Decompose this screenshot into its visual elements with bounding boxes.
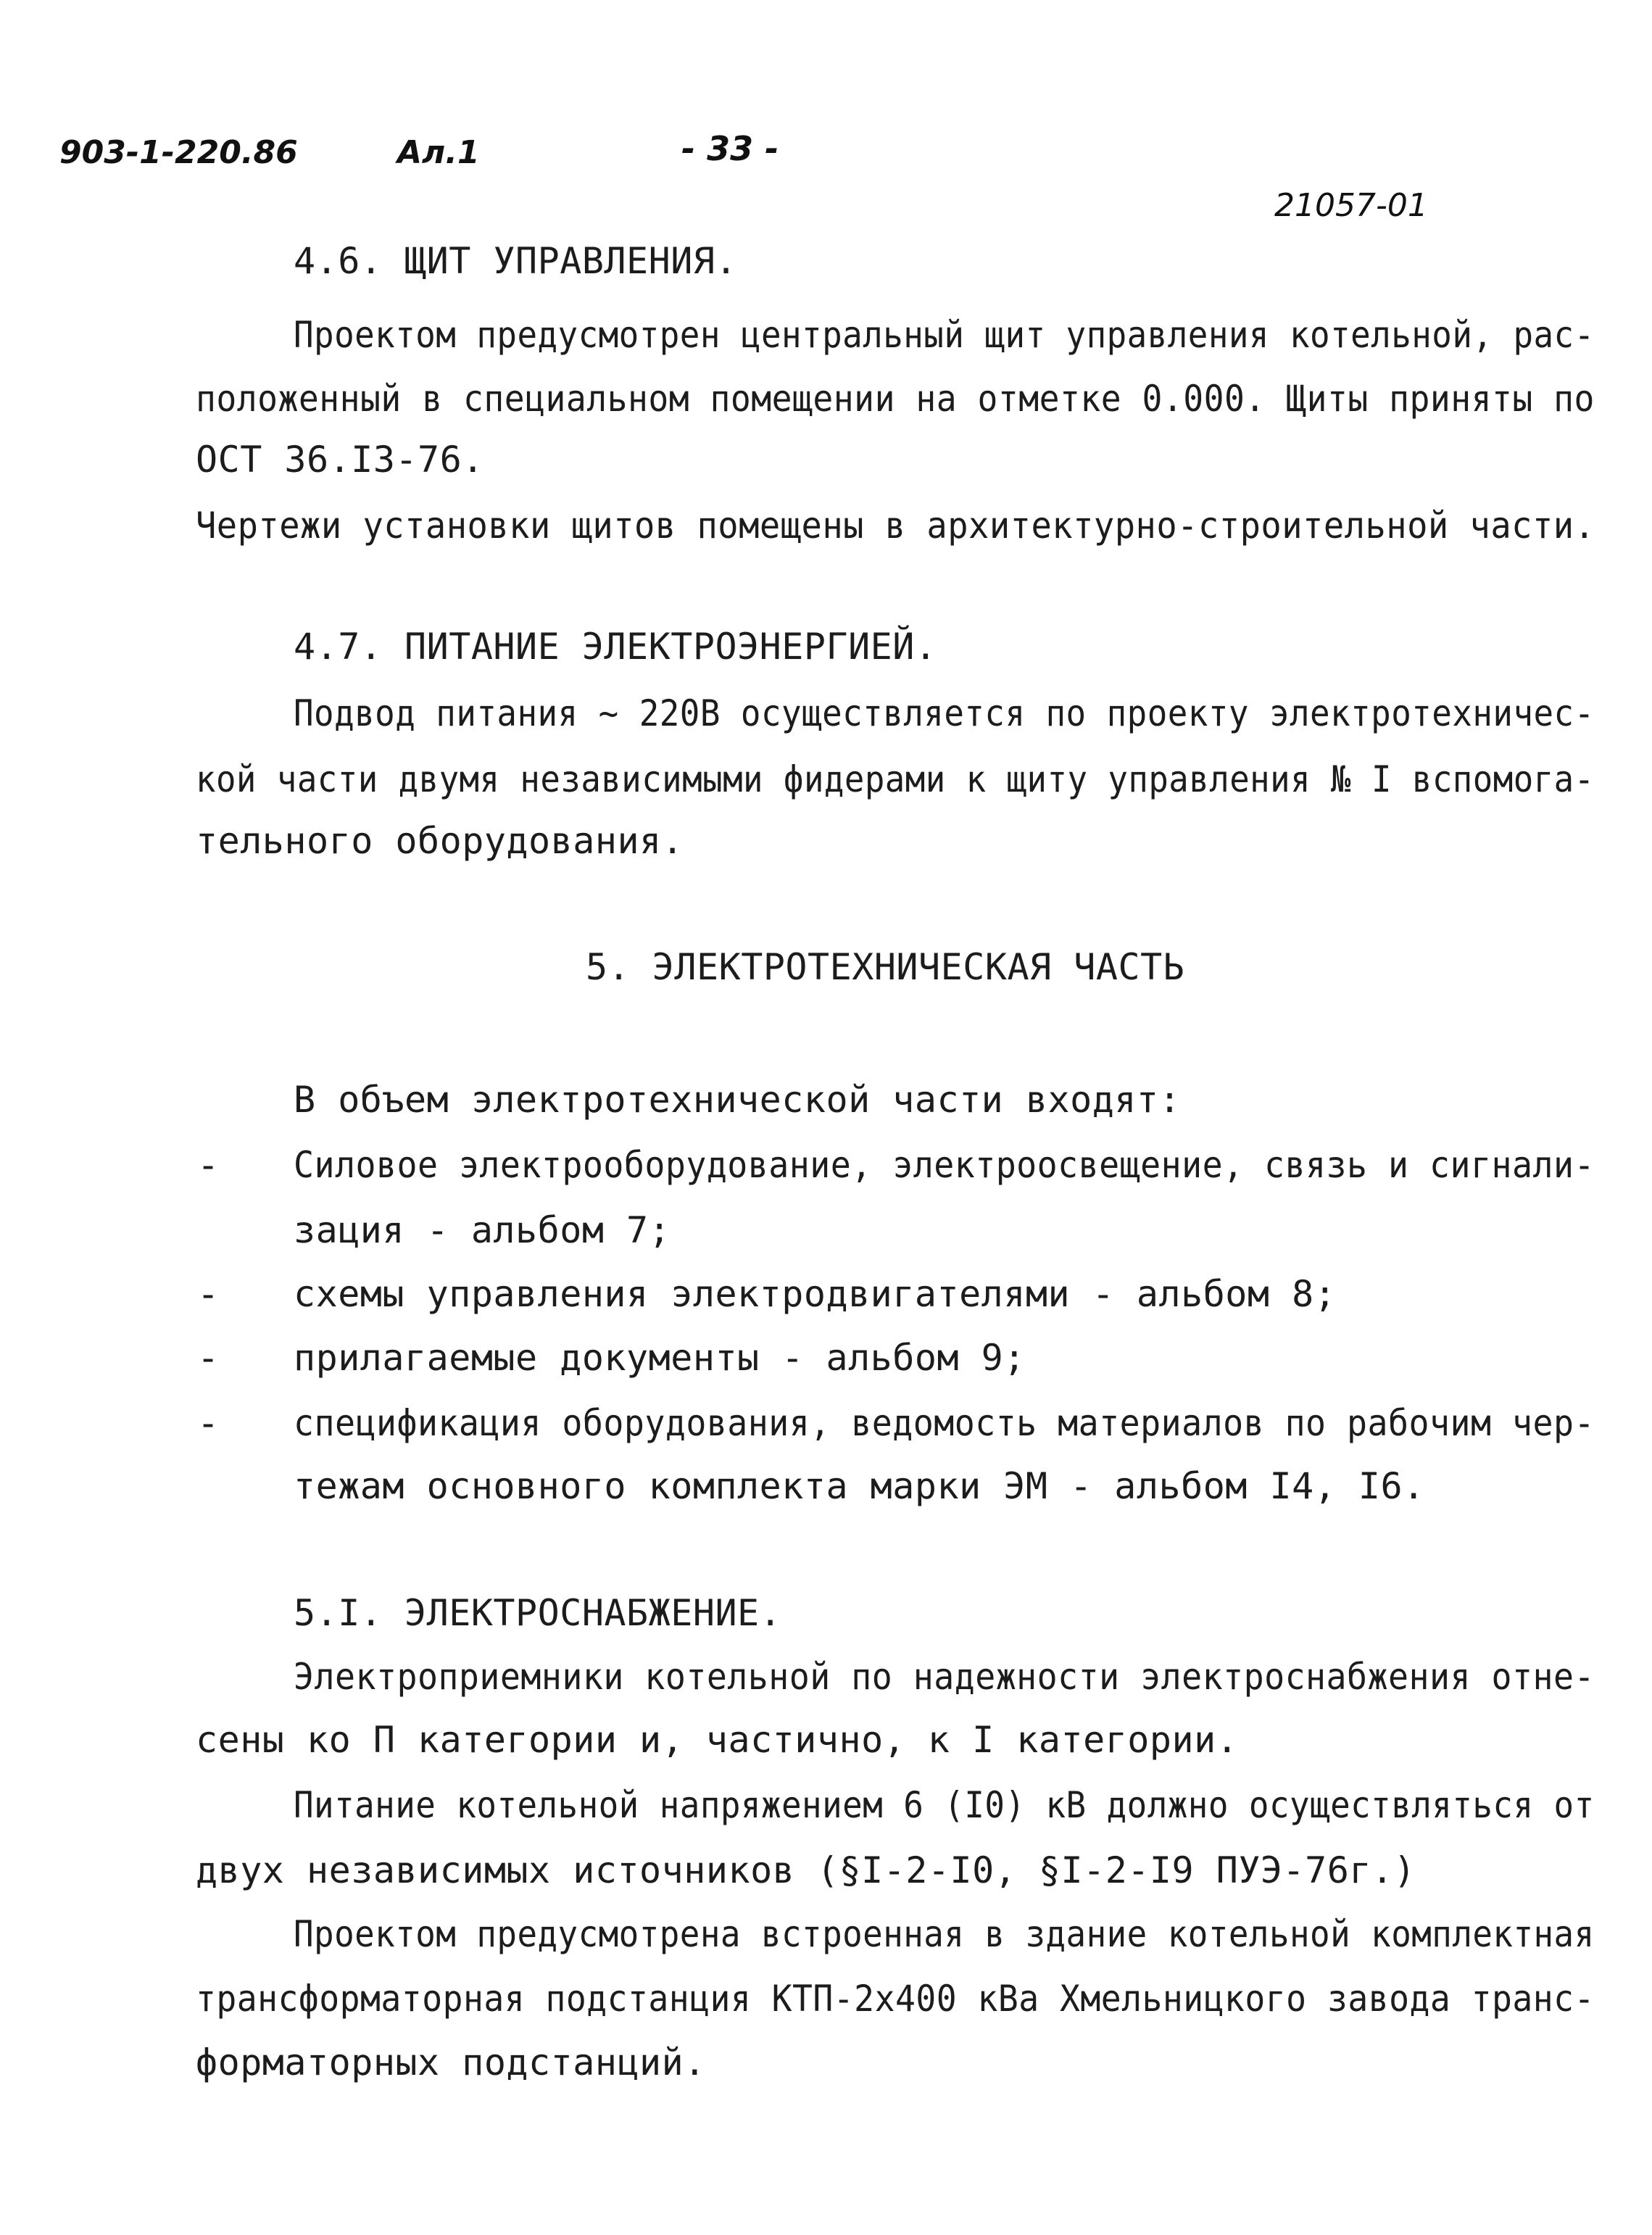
text-line: положенный в специальном помещении на отметке 0.000. Щиты приняты по: [196, 378, 1595, 420]
text-line: Чертежи установки щитов помещены в архитектурно-строительной части.: [196, 505, 1595, 547]
text-line: Проектом предусмотрена встроенная в здание котельной комплектная: [294, 1913, 1595, 1955]
list-item: спецификация оборудования, ведомость материалов по рабочим чер-: [294, 1402, 1595, 1444]
heading-5-1: 5.I. ЭЛЕКТРОСНАБЖЕНИЕ.: [294, 1592, 782, 1634]
doc-code: 903-1-220.86: [59, 134, 298, 171]
text-line: Проектом предусмотрен центральный щит управления котельной, рас-: [294, 314, 1595, 356]
bullet-dash: -: [197, 1402, 220, 1444]
list-item: прилагаемые документы - альбом 9;: [294, 1337, 1026, 1379]
heading-5: 5. ЭЛЕКТРОТЕХНИЧЕСКАЯ ЧАСТЬ: [586, 946, 1185, 988]
heading-4-6: 4.6. ЩИТ УПРАВЛЕНИЯ.: [294, 240, 738, 282]
list-item: Силовое электрооборудование, электроосвещение, связь и сигнали-: [294, 1144, 1595, 1186]
bullet-dash: -: [197, 1337, 220, 1379]
text-line: трансформаторная подстанция КТП-2х400 кВа Хмельницкого завода транс-: [196, 1978, 1595, 2020]
text-line: двух независимых источников (§I-2-I0, §I-2-I9 ПУЭ-76г.): [196, 1849, 1416, 1891]
bullet-dash: -: [197, 1144, 220, 1186]
inventory-number: 21057-01: [1274, 187, 1428, 224]
text-line: форматорных подстанций.: [196, 2041, 706, 2083]
text-line: сены ко П категории и, частично, к I категории.: [196, 1719, 1239, 1761]
text-line: Питание котельной напряжением 6 (I0) кВ должно осуществляться от: [294, 1784, 1595, 1826]
list-item-continued: зация - альбом 7;: [294, 1209, 671, 1251]
page-number: - 33 -: [681, 129, 779, 168]
bullet-dash: -: [197, 1273, 220, 1315]
heading-4-7: 4.7. ПИТАНИЕ ЭЛЕКТРОЭНЕРГИЕЙ.: [294, 626, 937, 668]
list-item: схемы управления электродвигателями - альбом 8;: [294, 1273, 1337, 1315]
album-mark: Ал.1: [397, 134, 480, 171]
list-item-continued: тежам основного комплекта марки ЭМ - альбом I4, I6.: [294, 1465, 1425, 1507]
text-line: Электроприемники котельной по надежности электроснабжения отне-: [294, 1656, 1595, 1698]
text-line: Подвод питания ~ 220В осуществляется по проекту электротехничес-: [294, 692, 1595, 734]
text-line: ОСТ 36.I3-76.: [196, 439, 484, 481]
text-line: тельного оборудования.: [196, 820, 684, 862]
section-5-intro: В объем электротехнической части входят:: [294, 1079, 1182, 1121]
text-line: кой части двумя независимыми фидерами к щиту управления № I вспомога-: [196, 758, 1595, 800]
